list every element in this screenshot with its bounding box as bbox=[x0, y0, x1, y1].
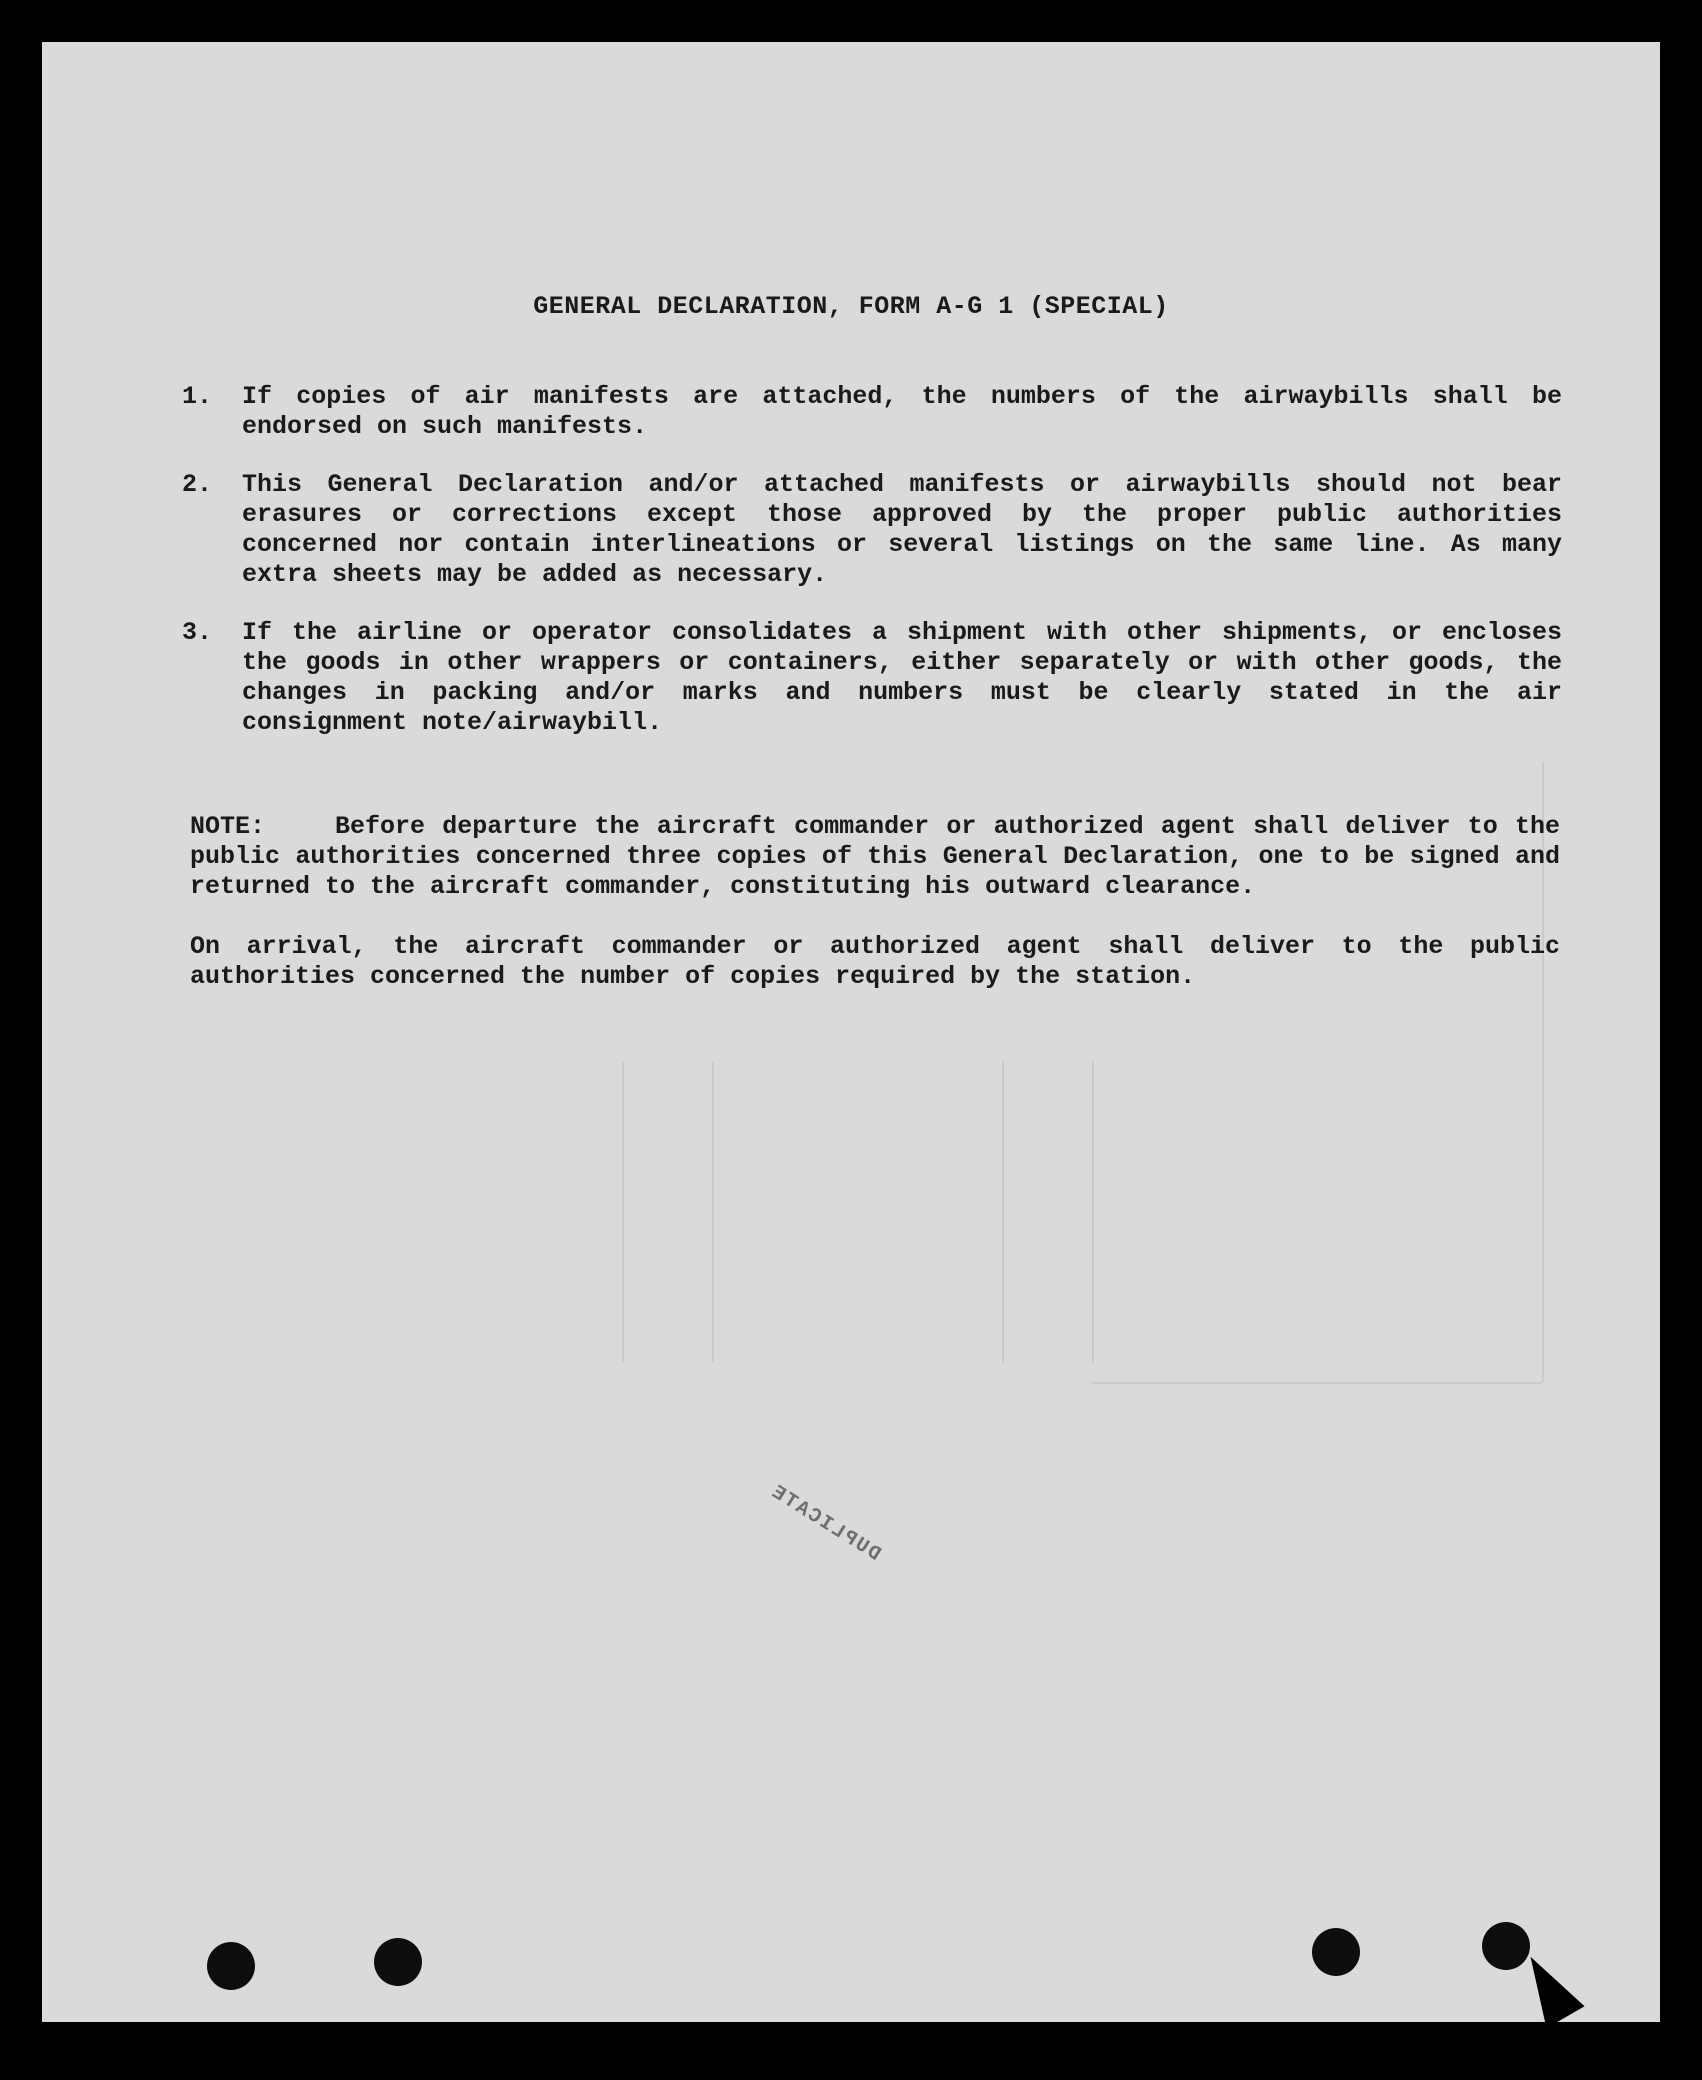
item-text: If copies of air manifests are attached, the numbers of the airwaybills shall be endorsed on such manifests. bbox=[242, 382, 1562, 441]
list-item bbox=[182, 382, 1562, 442]
note-paragraph bbox=[190, 812, 1560, 902]
list-item bbox=[182, 470, 1562, 590]
bleed-through-line bbox=[1092, 1382, 1542, 1384]
item-number: 3. bbox=[182, 618, 213, 647]
item-number: 1. bbox=[182, 382, 213, 411]
bleed-through-line bbox=[712, 1062, 714, 1362]
document-page bbox=[42, 42, 1660, 2022]
bleed-through-line bbox=[1002, 1062, 1004, 1362]
punch-hole bbox=[374, 1938, 422, 1986]
note-text: Before departure the aircraft commander or authorized agent shall deliver to the public authorities concerned three copies of this General Declaration, one to be signed and returned to the aircraft commander, constituting his outward clearance. bbox=[190, 812, 1560, 901]
item-text: If the airline or operator consolidates a shipment with other shipments, or encloses the goods in other wrappers or containers, either separately or with other goods, the changes in packing and/or marks and numbers must be clearly stated in the air consignment note/airwaybill. bbox=[242, 618, 1562, 737]
punch-hole bbox=[207, 1942, 255, 1990]
arrival-paragraph: On arrival, the aircraft commander or authorized agent shall deliver to the public authorities concerned the number of copies required by the station. bbox=[190, 932, 1560, 991]
duplicate-stamp: DUPLICATE bbox=[765, 1480, 885, 1567]
bleed-through-line bbox=[622, 1062, 624, 1362]
instruction-list bbox=[182, 382, 1562, 766]
list-item bbox=[182, 618, 1562, 738]
bleed-through-line bbox=[1092, 1062, 1094, 1362]
item-text: This General Declaration and/or attached manifests or airwaybills should not bear erasures or corrections except those approved by the proper public authorities concerned nor contain interlineations or several listings on the same line. As many extra sheets may be added as necessary. bbox=[242, 470, 1562, 589]
note-label: NOTE: bbox=[190, 812, 266, 841]
note-section bbox=[190, 812, 1560, 1022]
item-number: 2. bbox=[182, 470, 213, 499]
punch-hole bbox=[1312, 1928, 1360, 1976]
document-title: GENERAL DECLARATION, FORM A-G 1 (SPECIAL) bbox=[533, 292, 1169, 321]
